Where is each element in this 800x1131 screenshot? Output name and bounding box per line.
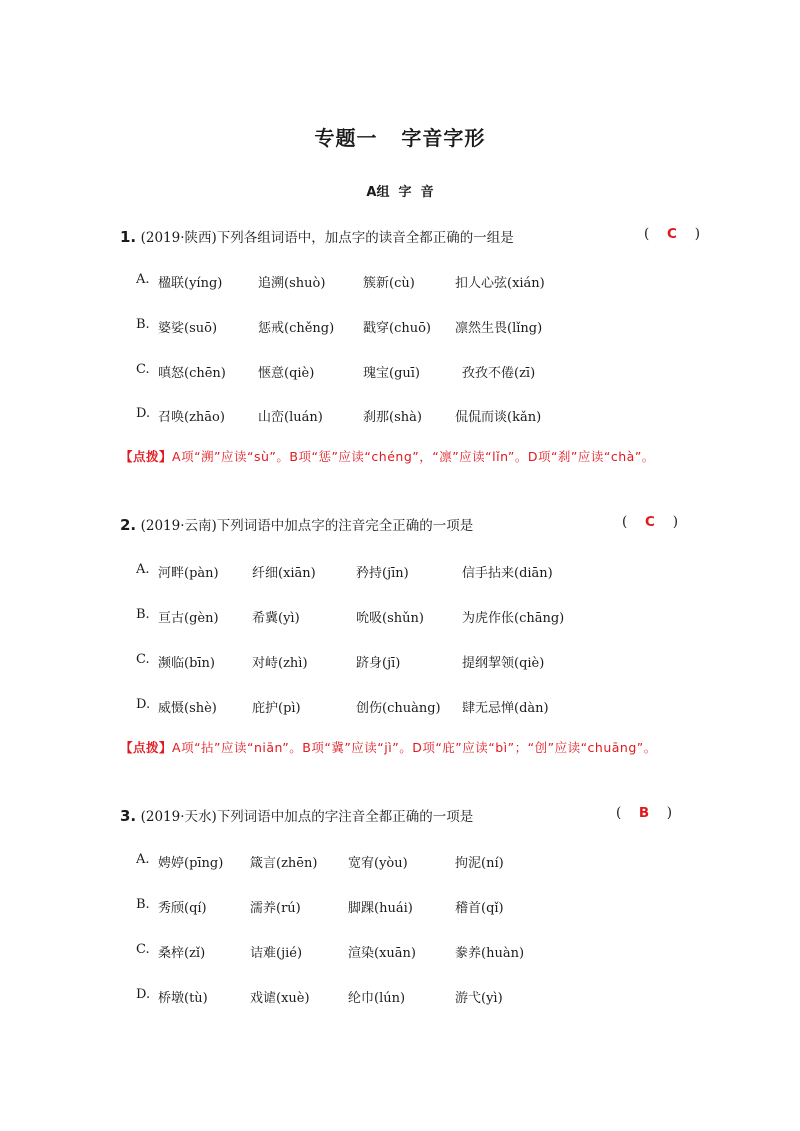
answer-box: ( C ) <box>644 226 700 242</box>
option-letter: B. <box>136 897 150 912</box>
option-item: 召唤(zhāo) <box>158 410 225 425</box>
option-item: 纶巾(lún) <box>348 991 406 1006</box>
option-item: 渲染(xuān) <box>348 946 416 961</box>
page-title: 专题一 字音字形 <box>314 126 486 150</box>
option-item: 纤细(xiān) <box>252 566 316 581</box>
option-item: 娉婷(pīng) <box>158 856 224 871</box>
option-item: 宽宥(yòu) <box>348 856 408 871</box>
explanation-text: A项“溯”应读“sù”。B项“惩”应读“chéng”，“凛”应读“lǐn”。D项“刹”应读“chà”。 <box>172 449 655 464</box>
option-item: 威慑(shè) <box>158 701 217 716</box>
option-item: 箴言(zhēn) <box>250 856 318 871</box>
explanation <box>120 444 680 469</box>
option-item: 为虎作伥(chāng) <box>462 611 565 626</box>
question-stem: (2019·天水)下列词语中加点的字注音全都正确的一项是 <box>140 809 474 825</box>
option-item: 侃侃而谈(kǎn) <box>455 410 542 425</box>
option-item: 扣人心弦(xián) <box>455 276 545 291</box>
option-item: 肆无忌惮(dàn) <box>462 701 549 716</box>
option-item: 山峦(luán) <box>258 410 323 425</box>
question-3 <box>120 805 700 825</box>
option-item: 楹联(yíng) <box>158 276 223 291</box>
option-item: 戏谑(xuè) <box>250 991 310 1006</box>
answer-box: ( B ) <box>616 805 672 821</box>
option-item: 提纲挈领(qiè) <box>462 656 545 671</box>
option-item: 豢养(huàn) <box>455 946 525 961</box>
option-letter: C. <box>136 942 150 957</box>
option-item: 嗔怒(chēn) <box>158 366 226 381</box>
option-item: 跻身(jī) <box>356 656 401 671</box>
option-item: 瑰宝(guī) <box>363 366 420 381</box>
answer-box: ( C ) <box>622 514 678 530</box>
option-letter: C. <box>136 362 150 377</box>
option-letter: B. <box>136 607 150 622</box>
option-item: 河畔(pàn) <box>158 566 219 581</box>
option-item: 信手拈来(diān) <box>462 566 553 581</box>
option-item: 希冀(yì) <box>252 611 300 626</box>
option-item: 创伤(chuàng) <box>356 701 441 716</box>
question-1 <box>120 226 700 246</box>
option-letter: D. <box>136 697 151 712</box>
option-item: 婆娑(suō) <box>158 321 218 336</box>
option-item: 簇新(cù) <box>363 276 415 291</box>
option-item: 拘泥(ní) <box>455 856 504 871</box>
option-letter: C. <box>136 652 150 667</box>
option-item: 濒临(bīn) <box>158 656 215 671</box>
option-item: 戳穿(chuō) <box>363 321 431 336</box>
option-item: 亘古(gèn) <box>158 611 219 626</box>
option-item: 刹那(shà) <box>363 410 422 425</box>
option-item: 桑梓(zǐ) <box>158 946 206 961</box>
option-item: 对峙(zhì) <box>252 656 308 671</box>
option-item: 脚踝(huái) <box>348 901 413 916</box>
option-item: 惩戒(chěng) <box>258 321 335 336</box>
option-letter: B. <box>136 317 150 332</box>
question-2 <box>120 514 700 534</box>
option-item: 桥墩(tù) <box>158 991 208 1006</box>
option-item: 庇护(pì) <box>252 701 301 716</box>
option-letter: A. <box>136 562 150 577</box>
option-item: 秀颀(qí) <box>158 901 207 916</box>
option-item: 惬意(qiè) <box>258 366 315 381</box>
option-item: 濡养(rú) <box>250 901 301 916</box>
section-heading: A组 字 音 <box>366 185 434 200</box>
option-item: 孜孜不倦(zī) <box>462 366 536 381</box>
option-letter: D. <box>136 987 151 1002</box>
answer-letter: B <box>638 805 650 821</box>
option-item: 诘难(jié) <box>250 946 303 961</box>
explanation-text: A项“拈”应读“niān”。B项“冀”应读“jì”。D项“庇”应读“bì”；“创”应读“chuāng”。 <box>172 740 657 755</box>
option-letter: A. <box>136 272 150 287</box>
option-item: 稽首(qǐ) <box>455 901 504 916</box>
option-item: 凛然生畏(lǐng) <box>455 321 543 336</box>
question-number: 3. <box>120 807 137 825</box>
question-number: 1. <box>120 228 137 246</box>
option-item: 游弋(yì) <box>455 991 503 1006</box>
option-item: 矜持(jīn) <box>356 566 409 581</box>
question-stem: (2019·陕西)下列各组词语中，加点字的读音全都正确的一组是 <box>140 230 514 246</box>
explanation-tag: 【点拨】 <box>120 740 173 755</box>
answer-letter: C <box>667 226 677 242</box>
explanation <box>120 735 680 760</box>
question-stem: (2019·云南)下列词语中加点字的注音完全正确的一项是 <box>140 518 474 534</box>
option-item: 吮吸(shǔn) <box>356 611 424 626</box>
answer-letter: C <box>645 514 655 530</box>
option-letter: D. <box>136 406 151 421</box>
option-letter: A. <box>136 852 150 867</box>
question-number: 2. <box>120 516 137 534</box>
explanation-tag: 【点拨】 <box>120 449 173 464</box>
option-item: 追溯(shuò) <box>258 276 326 291</box>
